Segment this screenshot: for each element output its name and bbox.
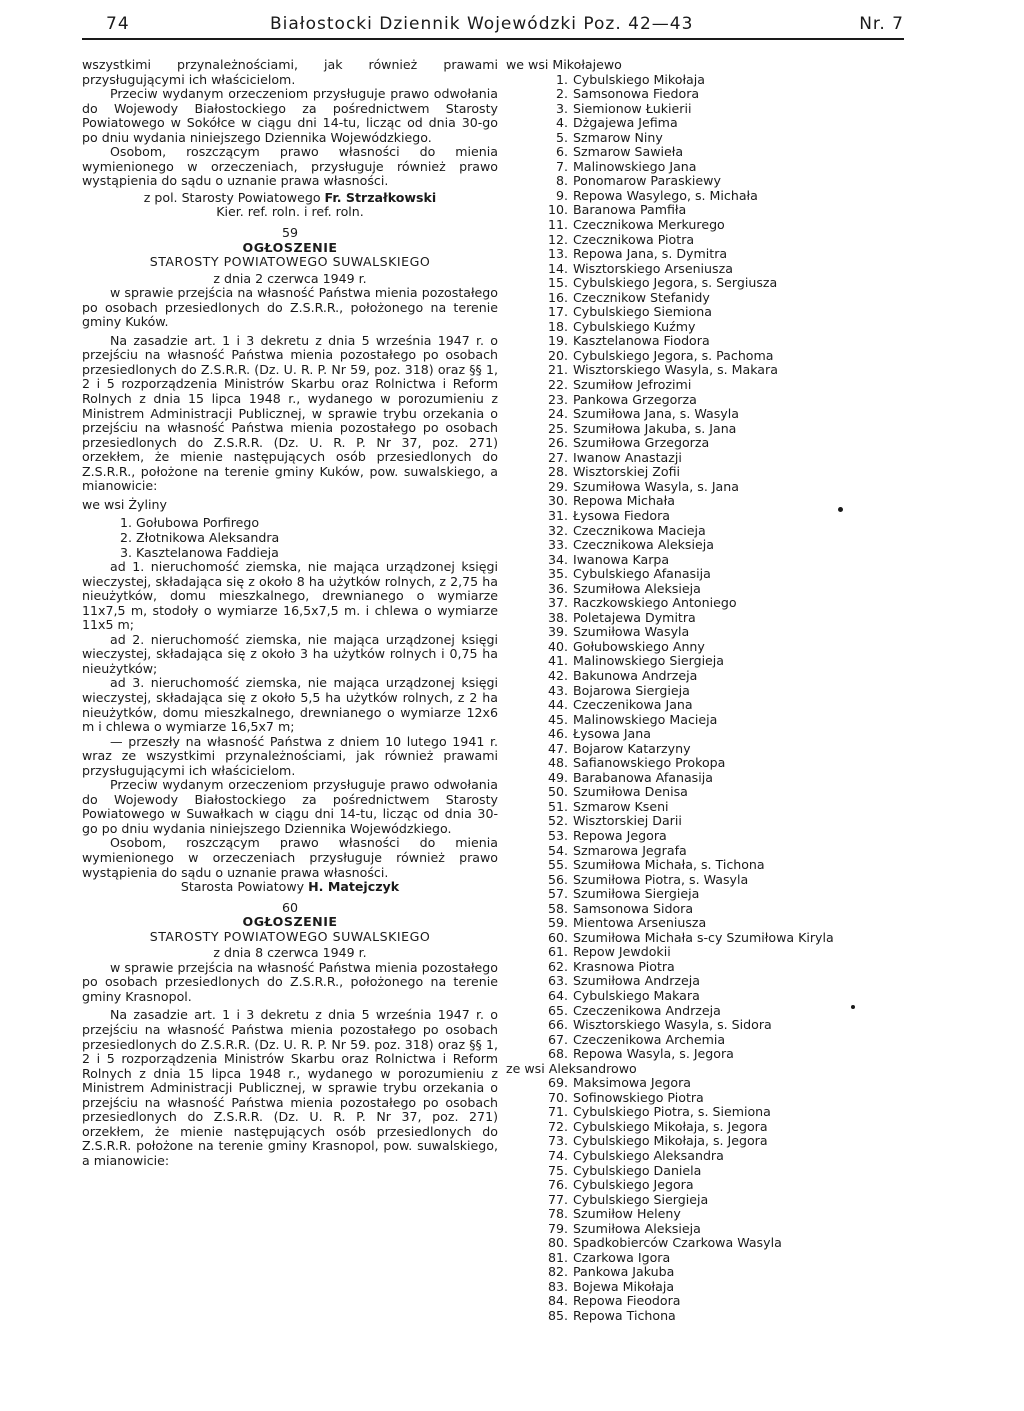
- paragraph: Osobom, roszczącym prawo własności do mienia wymienionego w orzeczeniach przysługuje również prawo wystąpienia do sądu o uznanie prawa własności.: [82, 835, 498, 880]
- village-label: we wsi Żyliny: [82, 496, 167, 512]
- list-item: [506, 785, 940, 800]
- list-item-number: 71.: [547, 1104, 568, 1120]
- list-item: [506, 640, 940, 655]
- list-item: [506, 203, 940, 218]
- list-item-number: 4.: [555, 115, 568, 131]
- list-item: [506, 305, 940, 320]
- list-item-name: Malinowskiego Jana: [573, 158, 697, 174]
- list-item-number: 68.: [547, 1046, 568, 1062]
- list-item-number: 14.: [547, 260, 568, 276]
- list-item-number: 18.: [547, 318, 568, 334]
- list-item-number: 27.: [547, 449, 568, 465]
- list-item: [506, 814, 940, 829]
- signature: z pol. Starosty Powiatowego Fr. Strzałkowski: [143, 189, 437, 205]
- list-item-name: Szmarow Niny: [573, 129, 663, 145]
- notice-heading: OGŁOSZENIE: [242, 914, 338, 930]
- list-item: [506, 291, 940, 306]
- list-item: [506, 422, 940, 437]
- list-item-number: 26.: [547, 435, 568, 451]
- list-item: [506, 945, 940, 960]
- list-item-name: Cybulskiego Piotra, s. Siemiona: [573, 1104, 771, 1120]
- list-item-name: Cybulskiego Jegora: [573, 1177, 694, 1193]
- list-item-name: Bojewa Mikołaja: [573, 1278, 675, 1294]
- list-item: [506, 407, 940, 422]
- list-item: [506, 1309, 940, 1324]
- list-item-name: Repowa Wasylego, s. Michała: [573, 187, 758, 203]
- list-item: [506, 771, 940, 786]
- list-item-number: 67.: [547, 1031, 568, 1047]
- list-item-name: Wisztorskiej Zofii: [573, 464, 681, 480]
- list-item-name: Iwanow Anastazji: [573, 449, 682, 465]
- list-item: [506, 1207, 940, 1222]
- list-item-number: 61.: [547, 944, 568, 960]
- list-item-name: Cybulskiego Jegora, s. Pachoma: [573, 347, 774, 363]
- list-item: [506, 233, 940, 248]
- paragraph: ad 1. nieruchomość ziemska, nie mająca urządzonej księgi wieczystej, składająca się z około 8 ha użytków rolnych, z 2,75 ha nieużytków, domu mieszkalnego, drewnianego o wymiarze 11x7,5 m, stodoły o wymiarze 16,5x7,5 m. i chlewa o wymiarze 11x5 m;: [82, 559, 498, 633]
- list-item-name: Repow Jewdokii: [573, 944, 671, 960]
- list-item: [506, 334, 940, 349]
- list-item: [506, 654, 940, 669]
- list-item: 3. Kasztelanowa Faddieja: [120, 544, 279, 560]
- list-item-name: Pankowa Jakuba: [573, 1264, 675, 1280]
- list-item: [506, 887, 940, 902]
- list-item-number: 53.: [547, 827, 568, 843]
- list-item-name: Szumiłowa Aleksieja: [573, 580, 701, 596]
- list-item-name: Szumiłowa Wasyla: [573, 624, 690, 640]
- paragraph: Na zasadzie art. 1 i 3 dekretu z dnia 5 września 1947 r. o przejściu na własność Państwa mienia pozostałego po osobach przesiedlonych do Z.S.R.R. (Dz. U. R. P. Nr 59. poz. 318) oraz §§ 1, 2 i 5 rozporządzenia Ministrów Skarbu oraz Rolnictwa i Reform Rolnych z dnia 15 lipca 1948 r., wydanego w porozumieniu z Ministrem Administracji Publicznej, w sprawie trybu orzekania o przejściu na własność Państwa mienia pozostałego po osobach przesiedlonych do Z.S.R.R. (Dz. U. R. P. Nr 37, poz. 271) orzekłem, że mienie następujących osób przesiedlonych do Z.S.R.R. położone na terenie gminy Krasnopol, pow. suwalskiego, a mianowicie:: [82, 1007, 498, 1168]
- list-item-number: 69.: [547, 1075, 568, 1091]
- paragraph: ad 3. nieruchomość ziemska, nie mająca urządzonej księgi wieczystej, składająca się z około 5,5 ha użytków rolnych, z 2 ha nieużytków, domu mieszkalnego, drewnianego o wymiarze 12x6 m i chlewa o wymiarze 16,5x7 m;: [82, 675, 498, 735]
- notice-issuer: STAROSTY POWIATOWEGO SUWALSKIEGO: [149, 254, 431, 270]
- list-item: [506, 1076, 940, 1091]
- paragraph: Przeciw wydanym orzeczeniom przysługuje prawo odwołania do Wojewody Białostockiego za pośrednictwem Starosty Powiatowego w Suwałkach w ciągu dni 14-tu, licząc od dnia 30-go po dniu wydania niniejszego Dziennika Wojewódzkiego.: [82, 777, 498, 836]
- list-item: [506, 1294, 940, 1309]
- notice-date: z dnia 2 czerwca 1949 r.: [213, 270, 367, 286]
- list-item: [506, 596, 940, 611]
- list-item-name: Wisztorskiej Darii: [573, 813, 682, 829]
- list-item-name: Szumiłowa Michała, s. Tichona: [573, 857, 765, 873]
- list-item: [506, 916, 940, 931]
- journal-title: Białostocki Dziennik Wojewódzki Poz. 42—43: [270, 14, 694, 34]
- notice-issuer: STAROSTY POWIATOWEGO SUWALSKIEGO: [149, 928, 431, 944]
- list-item-name: Cybulskiego Makara: [573, 988, 700, 1003]
- list-item: [506, 800, 940, 815]
- list-item-name: Cybulskiego Daniela: [573, 1162, 702, 1178]
- list-item-name: Szumiłowa Grzegorza: [573, 435, 710, 451]
- list-item-number: 43.: [547, 682, 568, 698]
- list-item-name: Szumiłowa Andrzeja: [573, 973, 701, 989]
- village-heading: we wsi Mikołajewo: [506, 57, 622, 72]
- list-item: [506, 160, 940, 175]
- list-item-number: 73.: [547, 1133, 568, 1149]
- notice-number: 60: [281, 899, 299, 915]
- list-item: [506, 960, 940, 975]
- list-item: [506, 1251, 940, 1266]
- list-item-name: Cybulskiego Afanasija: [573, 566, 711, 582]
- list-item-name: Wisztorskiego Wasyla, s. Sidora: [573, 1017, 772, 1033]
- list-item-name: Wisztorskiego Wasyla, s. Makara: [573, 362, 778, 378]
- list-item-name: Bakunowa Andrzeja: [573, 667, 698, 683]
- list-item-name: Łysowa Fiedora: [573, 507, 670, 523]
- list-item-name: Cybulskiego Siergieja: [573, 1191, 709, 1207]
- list-item: [506, 698, 940, 713]
- list-item-name: Kasztelanowa Fiodora: [573, 333, 710, 349]
- list-item-number: 3.: [555, 100, 568, 116]
- list-item: [506, 102, 940, 117]
- page-number: 74: [106, 14, 130, 34]
- list-item: [506, 494, 940, 509]
- list-item-name: Szumiłowa Jakuba, s. Jana: [573, 420, 737, 436]
- village-heading: ze wsi Aleksandrowo: [506, 1060, 637, 1076]
- list-item-number: 83.: [547, 1278, 568, 1294]
- list-item-number: 82.: [547, 1264, 568, 1280]
- list-item-name: Dżgajewa Jefima: [573, 115, 678, 131]
- paragraph: Na zasadzie art. 1 i 3 dekretu z dnia 5 września 1947 r. o przejściu na własność Państwa mienia pozostałego po osobach przesiedlonych do Z.S.R.R. (Dz. U. R. P. Nr 59, poz. 318) oraz §§ 1, 2 i 5 rozporządzenia Ministrów Skarbu oraz Rolnictwa i Reform Rolnych z dnia 15 lipca 1948 r., wydanego w porozumieniu z Ministrem Administracji Publicznej, w sprawie trybu orzekania o przejściu na własność Państwa mienia pozostałego po osobach przesiedlonych do Z.S.R.R. (Dz. U. R. P. Nr 37, poz. 271) orzekłem, że mienie następujących osób przesiedlonych do Z.S.R.R., położone na terenie gminy Kuków, pow. suwalskiego, a mianowicie:: [82, 332, 498, 494]
- list-item-name: Cybulskiego Mikołaja, s. Jegora: [573, 1133, 768, 1149]
- list-item-name: Szmarow Sawieła: [573, 144, 684, 160]
- list-item: [506, 858, 940, 873]
- list-item-name: Szumiłowa Michała s-cy Szumiłowa Kiryla: [573, 929, 834, 945]
- signature-title: Kier. ref. roln. i ref. roln.: [216, 204, 364, 220]
- list-item: [506, 756, 940, 771]
- list-item-number: 37.: [547, 595, 568, 611]
- list-item-number: 36.: [547, 580, 568, 596]
- list-item-name: Wisztorskiego Arseniusza: [573, 260, 733, 276]
- list-item: [506, 829, 940, 844]
- list-item: [506, 713, 940, 728]
- list-item-number: 10.: [547, 202, 568, 218]
- list-item-number: 41.: [547, 653, 568, 669]
- list-item-name: Pankowa Grzegorza: [573, 391, 697, 407]
- left-column: [82, 58, 498, 1168]
- list-item-number: 84.: [547, 1293, 568, 1309]
- page-header: [82, 14, 904, 38]
- list-item: [506, 684, 940, 699]
- name-list: [506, 73, 940, 1062]
- list-item-number: 38.: [547, 609, 568, 625]
- list-item-name: Szumiłowa Denisa: [573, 784, 688, 800]
- list-item-name: Szumiłow Heleny: [573, 1206, 681, 1222]
- list-item-number: 63.: [547, 973, 568, 989]
- list-item: [506, 931, 940, 946]
- signature: Starosta Powiatowy H. Matejczyk: [180, 879, 400, 895]
- list-item-name: Baranowa Pamfiła: [573, 202, 687, 218]
- right-column: [506, 58, 940, 1324]
- list-item: [506, 174, 940, 189]
- list-item-number: 78.: [547, 1206, 568, 1222]
- list-item-number: 76.: [547, 1177, 568, 1193]
- list-item-number: 22.: [547, 377, 568, 393]
- list-item: [506, 524, 940, 539]
- list-item-name: Czecznikowa Merkurego: [573, 217, 725, 233]
- list-item-number: 24.: [547, 406, 568, 422]
- list-item: [506, 873, 940, 888]
- list-item: [506, 509, 940, 524]
- issue-number: Nr. 7: [859, 14, 904, 34]
- list-item: [506, 844, 940, 859]
- list-item-number: 23.: [547, 391, 568, 407]
- list-item-name: Czeczenikowa Andrzeja: [573, 1002, 721, 1018]
- list-item-number: 42.: [547, 667, 568, 683]
- list-item-name: Repowa Wasyla, s. Jegora: [573, 1046, 734, 1062]
- list-item-number: 8.: [555, 173, 568, 189]
- list-item: [506, 189, 940, 204]
- list-item-number: 6.: [555, 144, 568, 160]
- list-item-name: Gołubowskiego Anny: [573, 638, 705, 654]
- list-item-number: 58.: [547, 900, 568, 916]
- list-item-number: 40.: [547, 638, 568, 654]
- list-item-name: Sofinowskiego Piotra: [573, 1089, 704, 1105]
- list-item-name: Samsonowa Sidora: [573, 900, 694, 916]
- list-item-number: 9.: [555, 187, 568, 203]
- notice-subject: w sprawie przejścia na własność Państwa mienia pozostałego po osobach przesiedlonych do Z.S.R.R., położonego na terenie gminy Krasnopol.: [82, 959, 498, 1004]
- list-item: [506, 538, 940, 553]
- name-list: [506, 1076, 940, 1323]
- list-item-name: Krasnowa Piotra: [573, 958, 675, 974]
- list-item: [506, 262, 940, 277]
- list-item: [506, 116, 940, 131]
- list-item-name: Cybulskiego Aleksandra: [573, 1148, 724, 1164]
- list-item: [506, 131, 940, 146]
- list-item-number: 21.: [547, 362, 568, 378]
- list-item: [506, 1018, 940, 1033]
- list-item-number: 48.: [547, 755, 568, 771]
- list-item: [506, 465, 940, 480]
- list-item: [506, 451, 940, 466]
- list-item: [506, 974, 940, 989]
- header-rule: [82, 38, 904, 40]
- list-item: [506, 727, 940, 742]
- list-item: [506, 1222, 940, 1237]
- list-item-name: Szumiłowa Piotra, s. Wasyla: [573, 871, 749, 887]
- list-item-number: 81.: [547, 1249, 568, 1265]
- list-item-name: Szumiłowa Jana, s. Wasyla: [573, 406, 739, 422]
- list-item: [506, 1149, 940, 1164]
- list-item-number: 12.: [547, 231, 568, 247]
- list-item-name: Szumiłow Jefrozimi: [573, 377, 692, 393]
- list-item: [506, 1004, 940, 1019]
- list-item-name: Mientowa Arseniusza: [573, 915, 707, 931]
- list-item-number: 70.: [547, 1089, 568, 1105]
- list-item-number: 11.: [547, 217, 568, 233]
- list-item-name: Czarkowa Igora: [573, 1249, 671, 1265]
- list-item-number: 74.: [547, 1148, 568, 1164]
- list-item-name: Cybulskiego Jegora, s. Sergiusza: [573, 275, 778, 291]
- list-item-name: Szumiłowa Siergieja: [573, 886, 700, 902]
- list-item-number: 30.: [547, 493, 568, 509]
- list-item-number: 46.: [547, 726, 568, 742]
- list-item-number: 77.: [547, 1191, 568, 1207]
- paragraph: Przeciw wydanym orzeczeniom przysługuje prawo odwołania do Wojewody Białostockiego za pośrednictwem Starosty Powiatowego w Sokółce w ciągu dni 14-tu, licząc od dnia 30-go po dniu wydania niniejszego Dziennika Wojewódzkiego.: [82, 86, 498, 145]
- list-item: [506, 363, 940, 378]
- list-item-number: 31.: [547, 507, 568, 523]
- list-item-number: 72.: [547, 1118, 568, 1134]
- list-item: [506, 87, 940, 102]
- list-item: [506, 1280, 940, 1295]
- list-item: [506, 349, 940, 364]
- list-item-name: Cybulskiego Mikołaja, s. Jegora: [573, 1118, 768, 1134]
- list-item: [506, 989, 940, 1004]
- list-item: [506, 1193, 940, 1208]
- list-item-name: Łysowa Jana: [573, 726, 651, 742]
- list-item-number: 25.: [547, 420, 568, 436]
- list-item-name: Iwanowa Karpa: [573, 551, 670, 567]
- notice-number: 59: [281, 225, 299, 241]
- list-item-number: 57.: [547, 886, 568, 902]
- list-item-name: Czecznikow Stefanidy: [573, 289, 710, 305]
- list-item-number: 50.: [547, 784, 568, 800]
- list-item-name: Szmarowa Jegrafa: [573, 842, 687, 858]
- list-item-number: 52.: [547, 813, 568, 829]
- list-item-number: 19.: [547, 333, 568, 349]
- list-item-number: 80.: [547, 1235, 568, 1251]
- list-item-number: 2.: [555, 86, 568, 102]
- list-item-number: 39.: [547, 624, 568, 640]
- list-item-name: Czecznikowa Piotra: [573, 231, 695, 247]
- list-item-name: Czecznikowa Aleksieja: [573, 537, 714, 553]
- list-item: [506, 73, 940, 88]
- notice-date: z dnia 8 czerwca 1949 r.: [213, 945, 367, 961]
- list-item-number: 64.: [547, 988, 568, 1003]
- list-item-name: Repowa Jana, s. Dymitra: [573, 246, 728, 262]
- list-item-number: 7.: [555, 158, 568, 174]
- list-item: [506, 320, 940, 335]
- list-item-name: Spadkobierców Czarkowa Wasyla: [573, 1235, 782, 1251]
- list-item-number: 5.: [555, 129, 568, 145]
- list-item-name: Repowa Michała: [573, 493, 675, 509]
- list-item: [506, 480, 940, 495]
- paragraph: wszystkimi przynależnościami, jak również prawami przysługującymi ich właścicielom.: [82, 57, 498, 87]
- list-item-name: Poletajewa Dymitra: [573, 609, 696, 625]
- list-item-name: Malinowskiego Siergieja: [573, 653, 725, 669]
- list-item-number: 55.: [547, 857, 568, 873]
- list-item: [506, 1236, 940, 1251]
- list-item-number: 66.: [547, 1017, 568, 1033]
- list-item-number: 20.: [547, 347, 568, 363]
- list-item-name: Malinowskiego Macieja: [573, 711, 718, 727]
- list-item: [506, 1178, 940, 1193]
- list-item-number: 32.: [547, 522, 568, 538]
- print-speck: [851, 1005, 855, 1009]
- paragraph: — przeszły na własność Państwa z dniem 10 lutego 1941 r. wraz ze wszystkimi przynależnościami, jak również prawami przysługującymi ich właścicielom.: [82, 733, 498, 778]
- paragraph: Osobom, roszczącym prawo własności do mienia wymienionego w orzeczeniach, przysługuje również prawo wystąpienia do sądu o uznanie prawa własności.: [82, 144, 498, 189]
- list-item-number: 59.: [547, 915, 568, 931]
- list-item-name: Repowa Tichona: [573, 1308, 676, 1324]
- list-item-number: 15.: [547, 275, 568, 291]
- list-item-name: Repowa Fieodora: [573, 1293, 681, 1309]
- list-item: [506, 1091, 940, 1106]
- list-item-name: Samsonowa Fiedora: [573, 86, 700, 102]
- list-item-name: Czecznikowa Macieja: [573, 522, 706, 538]
- list-item-number: 16.: [547, 289, 568, 305]
- list-item-name: Bojarowa Siergieja: [573, 682, 690, 698]
- list-item-number: 65.: [547, 1002, 568, 1018]
- list-item-name: Safianowskiego Prokopa: [573, 755, 726, 771]
- list-item: [506, 902, 940, 917]
- list-item-number: 17.: [547, 304, 568, 320]
- paragraph: ad 2. nieruchomość ziemska, nie mająca urządzonej księgi wieczystej, składająca się z około 3 ha użytków rolnych i 0,75 ha nieużytków;: [82, 631, 498, 676]
- notice-heading: OGŁOSZENIE: [242, 239, 338, 255]
- list-item-name: Barabanowa Afanasija: [573, 769, 713, 785]
- list-item: [506, 276, 940, 291]
- list-item: [506, 1105, 940, 1120]
- list-item: [506, 625, 940, 640]
- list-item: 2. Złotnikowa Aleksandra: [120, 529, 280, 545]
- list-item: [506, 1265, 940, 1280]
- list-item: [506, 582, 940, 597]
- list-item: [506, 145, 940, 160]
- list-item: [506, 247, 940, 262]
- list-item-name: Ponomarow Paraskiewy: [573, 173, 721, 189]
- list-item-number: 44.: [547, 697, 568, 713]
- list-item: [506, 1134, 940, 1149]
- list-item: [506, 669, 940, 684]
- list-item-number: 47.: [547, 740, 568, 756]
- list-item: 1. Gołubowa Porfirego: [120, 515, 260, 531]
- list-item-name: Raczkowskiego Antoniego: [573, 595, 737, 611]
- list-item-name: Cybulskiego Mikołaja: [573, 71, 705, 87]
- list-item: [506, 378, 940, 393]
- list-item-number: 79.: [547, 1220, 568, 1236]
- list-item-name: Czeczenikowa Jana: [573, 697, 693, 713]
- list-item-number: 51.: [547, 798, 568, 814]
- list-item: [506, 1120, 940, 1135]
- list-item-number: 85.: [547, 1308, 568, 1324]
- list-item-number: 62.: [547, 958, 568, 974]
- list-item-number: 49.: [547, 769, 568, 785]
- list-item-number: 13.: [547, 246, 568, 262]
- list-item: [506, 553, 940, 568]
- list-item-number: 34.: [547, 551, 568, 567]
- list-item-name: Maksimowa Jegora: [573, 1075, 691, 1091]
- list-item-name: Bojarow Katarzyny: [573, 740, 691, 756]
- list-item-number: 56.: [547, 871, 568, 887]
- list-item: [506, 567, 940, 582]
- list-item: [506, 218, 940, 233]
- list-item: [506, 393, 940, 408]
- list-item-number: 1.: [555, 71, 568, 87]
- list-item: [506, 436, 940, 451]
- list-item-name: Cybulskiego Siemiona: [573, 304, 712, 320]
- list-item-number: 60.: [547, 929, 568, 945]
- list-item: [506, 1164, 940, 1179]
- list-item-number: 28.: [547, 464, 568, 480]
- print-speck: [838, 507, 843, 512]
- list-item-name: Siemionow Łukierii: [573, 100, 692, 116]
- list-item-name: Repowa Jegora: [573, 827, 667, 843]
- list-item-name: Czeczenikowa Archemia: [573, 1031, 726, 1047]
- list-item: [506, 611, 940, 626]
- list-item-name: Szumiłowa Aleksieja: [573, 1220, 701, 1236]
- notice-subject: w sprawie przejścia na własność Państwa mienia pozostałego po osobach przesiedlonych do Z.S.R.R., położonego na terenie gminy Kuków.: [82, 285, 498, 330]
- list-item-name: Szmarow Kseni: [573, 798, 669, 814]
- list-item-number: 54.: [547, 842, 568, 858]
- list-item-number: 45.: [547, 711, 568, 727]
- list-item-number: 33.: [547, 537, 568, 553]
- list-item: [506, 1047, 940, 1062]
- list-item-number: 29.: [547, 478, 568, 494]
- list-item-number: 75.: [547, 1162, 568, 1178]
- list-item: [506, 1033, 940, 1048]
- list-item-number: 35.: [547, 566, 568, 582]
- list-item-name: Szumiłowa Wasyla, s. Jana: [573, 478, 739, 494]
- list-item-name: Cybulskiego Kuźmy: [573, 318, 696, 334]
- list-item: [506, 742, 940, 757]
